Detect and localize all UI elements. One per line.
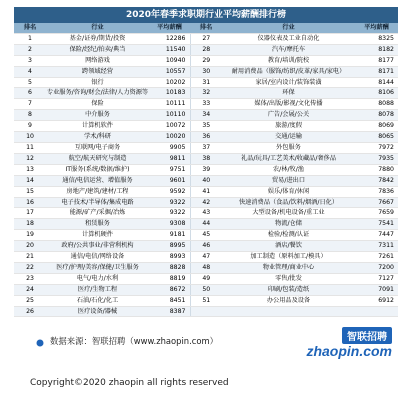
- rank-cell: [190, 306, 222, 317]
- salary-cell: 7836: [355, 186, 398, 197]
- table-row: [14, 219, 398, 230]
- rank-cell: 29: [190, 55, 222, 66]
- rank-cell: 49: [190, 273, 222, 284]
- rank-cell: 19: [14, 230, 46, 241]
- ranking-table: [14, 23, 398, 317]
- industry-cell: 交通/运输: [222, 132, 355, 143]
- rank-cell: 50: [190, 284, 222, 295]
- table-row: [14, 132, 398, 143]
- industry-cell: IT服务(系统/数据/维护): [46, 164, 149, 175]
- rank-cell: 12: [14, 153, 46, 164]
- salary-cell: 7880: [355, 164, 398, 175]
- industry-cell: 航空/航天研究与制造: [46, 153, 149, 164]
- industry-cell: 学术/科研: [46, 132, 149, 143]
- salary-cell: 8819: [149, 273, 190, 284]
- industry-cell: 加工制造（原料加工/模具）: [222, 252, 355, 263]
- salary-cell: 8182: [355, 44, 398, 55]
- salary-cell: 7935: [355, 153, 398, 164]
- salary-cell: 9308: [149, 219, 190, 230]
- industry-cell: 零售/批发: [222, 273, 355, 284]
- table-row: [14, 208, 398, 219]
- source-bar: [14, 325, 398, 369]
- table-row: [14, 44, 398, 55]
- industry-cell: 政府/公共事业/非营利机构: [46, 241, 149, 252]
- header-rank-left: 排名: [14, 23, 46, 33]
- header-salary-right: 平均薪酬: [355, 23, 398, 33]
- table-row: [14, 88, 398, 99]
- industry-cell: 物流/仓储: [222, 219, 355, 230]
- salary-cell: 9601: [149, 175, 190, 186]
- table-row: [14, 121, 398, 132]
- salary-cell: 7659: [355, 208, 398, 219]
- rank-cell: 32: [190, 88, 222, 99]
- salary-cell: 7127: [355, 273, 398, 284]
- industry-cell: 通信/电信/网络设备: [46, 252, 149, 263]
- industry-cell: 印刷/包装/造纸: [222, 284, 355, 295]
- salary-cell: 11540: [149, 44, 190, 55]
- salary-cell: 9322: [149, 197, 190, 208]
- rank-cell: 46: [190, 241, 222, 252]
- industry-cell: 基金/证券/期货/投资: [46, 33, 149, 44]
- salary-cell: 10110: [149, 110, 190, 121]
- industry-cell: 互联网/电子商务: [46, 142, 149, 153]
- salary-cell: 7972: [355, 142, 398, 153]
- industry-cell: 检验/检测/认证: [222, 230, 355, 241]
- industry-cell: 电气/电力/水利: [46, 273, 149, 284]
- rank-cell: 45: [190, 230, 222, 241]
- industry-cell: 环保: [222, 88, 355, 99]
- salary-cell: 8672: [149, 284, 190, 295]
- salary-cell: [355, 306, 398, 317]
- industry-cell: 专业服务/咨询/财会/法律/人力资源等: [46, 88, 149, 99]
- industry-cell: 娱乐/体育/休闲: [222, 186, 355, 197]
- rank-cell: 8: [14, 110, 46, 121]
- rank-cell: 14: [14, 175, 46, 186]
- industry-cell: 医疗设备/器械: [46, 306, 149, 317]
- salary-ranking-card: [14, 7, 398, 371]
- rank-cell: 42: [190, 197, 222, 208]
- rank-cell: 1: [14, 33, 46, 44]
- salary-cell: 8065: [355, 132, 398, 143]
- table-row: [14, 142, 398, 153]
- salary-cell: 8451: [149, 295, 190, 306]
- salary-cell: 8171: [355, 66, 398, 77]
- industry-cell: 物业管理/商业中心: [222, 262, 355, 273]
- table-row: [14, 175, 398, 186]
- rank-cell: 22: [14, 262, 46, 273]
- table-row: [14, 252, 398, 263]
- industry-cell: 保险/经纪/拍卖/典当: [46, 44, 149, 55]
- rank-cell: 31: [190, 77, 222, 88]
- rank-cell: 20: [14, 241, 46, 252]
- salary-cell: 10940: [149, 55, 190, 66]
- rank-cell: 17: [14, 208, 46, 219]
- salary-cell: 8993: [149, 252, 190, 263]
- rank-cell: 11: [14, 142, 46, 153]
- salary-cell: 9322: [149, 208, 190, 219]
- table-row: [14, 197, 398, 208]
- rank-cell: 43: [190, 208, 222, 219]
- salary-cell: 10072: [149, 121, 190, 132]
- industry-cell: 保险: [46, 99, 149, 110]
- rank-cell: 34: [190, 110, 222, 121]
- salary-cell: 7311: [355, 241, 398, 252]
- rank-cell: 10: [14, 132, 46, 143]
- rank-cell: 36: [190, 132, 222, 143]
- salary-cell: 9905: [149, 142, 190, 153]
- industry-cell: 跨领域经营: [46, 66, 149, 77]
- salary-cell: 8325: [355, 33, 398, 44]
- industry-cell: 仪器仪表及工业自动化: [222, 33, 355, 44]
- industry-cell: 办公用品及设备: [222, 295, 355, 306]
- rank-cell: 9: [14, 121, 46, 132]
- industry-cell: 计算机软件: [46, 121, 149, 132]
- industry-cell: 贸易/进出口: [222, 175, 355, 186]
- logo-chinese: 智联招聘: [342, 327, 392, 344]
- logo-english: zhaopin.com: [306, 343, 392, 359]
- rank-cell: 27: [190, 33, 222, 44]
- rank-cell: 30: [190, 66, 222, 77]
- salary-cell: 9751: [149, 164, 190, 175]
- salary-cell: 9592: [149, 186, 190, 197]
- salary-cell: 8078: [355, 110, 398, 121]
- industry-cell: 电子技术/半导体/集成电路: [46, 197, 149, 208]
- industry-cell: 通信/电信运营、增值服务: [46, 175, 149, 186]
- rank-cell: 39: [190, 164, 222, 175]
- rank-cell: 2: [14, 44, 46, 55]
- rank-cell: 47: [190, 252, 222, 263]
- table-body: [14, 33, 398, 317]
- salary-cell: 12286: [149, 33, 190, 44]
- industry-cell: 礼品/玩具/工艺美术/收藏品/奢侈品: [222, 153, 355, 164]
- table-row: [14, 295, 398, 306]
- salary-cell: 7261: [355, 252, 398, 263]
- rank-cell: 26: [14, 306, 46, 317]
- industry-cell: [222, 306, 355, 317]
- table-row: [14, 186, 398, 197]
- table-row: [14, 306, 398, 317]
- table-row: [14, 241, 398, 252]
- salary-cell: 9811: [149, 153, 190, 164]
- table-row: [14, 55, 398, 66]
- rank-cell: 21: [14, 252, 46, 263]
- rank-cell: 41: [190, 186, 222, 197]
- industry-cell: 租赁服务: [46, 219, 149, 230]
- industry-cell: 房地产/建筑/建材/工程: [46, 186, 149, 197]
- rank-cell: 3: [14, 55, 46, 66]
- rank-cell: 24: [14, 284, 46, 295]
- industry-cell: 农/林/牧/渔: [222, 164, 355, 175]
- table-row: [14, 110, 398, 121]
- header-industry-right: 行业: [222, 23, 355, 33]
- salary-cell: 8069: [355, 121, 398, 132]
- salary-cell: 10557: [149, 66, 190, 77]
- bullet-icon: [36, 339, 44, 347]
- industry-cell: 计算机硬件: [46, 230, 149, 241]
- rank-cell: 51: [190, 295, 222, 306]
- industry-cell: 银行: [46, 77, 149, 88]
- rank-cell: 44: [190, 219, 222, 230]
- salary-cell: 10020: [149, 132, 190, 143]
- copyright-text: Copyright©2020 zhaopin all rights reserved: [30, 378, 229, 388]
- header-rank-right: 排名: [190, 23, 222, 33]
- rank-cell: 28: [190, 44, 222, 55]
- salary-cell: 8144: [355, 77, 398, 88]
- industry-cell: 网络游戏: [46, 55, 149, 66]
- rank-cell: 38: [190, 153, 222, 164]
- salary-cell: 8177: [355, 55, 398, 66]
- salary-cell: 10202: [149, 77, 190, 88]
- salary-cell: 8995: [149, 241, 190, 252]
- industry-cell: 快速消费品（食品/饮料/烟酒/日化）: [222, 197, 355, 208]
- industry-cell: 能源/矿产/采掘/冶炼: [46, 208, 149, 219]
- zhaopin-logo: [308, 327, 392, 365]
- rank-cell: 15: [14, 186, 46, 197]
- table-row: [14, 99, 398, 110]
- table-row: [14, 77, 398, 88]
- table-row: [14, 33, 398, 44]
- salary-cell: 10111: [149, 99, 190, 110]
- table-row: [14, 262, 398, 273]
- industry-cell: 教育/培训/院校: [222, 55, 355, 66]
- rank-cell: 13: [14, 164, 46, 175]
- salary-cell: 7091: [355, 284, 398, 295]
- rank-cell: 23: [14, 273, 46, 284]
- industry-cell: 广告/会展/公关: [222, 110, 355, 121]
- industry-cell: 医疗/生物工程: [46, 284, 149, 295]
- table-row: [14, 284, 398, 295]
- rank-cell: 37: [190, 142, 222, 153]
- table-row: [14, 230, 398, 241]
- salary-cell: 7541: [355, 219, 398, 230]
- salary-cell: 8088: [355, 99, 398, 110]
- table-row: [14, 273, 398, 284]
- rank-cell: 5: [14, 77, 46, 88]
- salary-cell: 10183: [149, 88, 190, 99]
- salary-cell: 8828: [149, 262, 190, 273]
- header-salary-left: 平均薪酬: [149, 23, 190, 33]
- salary-cell: 8387: [149, 306, 190, 317]
- table-title: 2020年春季求职期行业平均薪酬排行榜: [14, 7, 398, 23]
- rank-cell: 16: [14, 197, 46, 208]
- industry-cell: 医疗/护理/美容/保健/卫生服务: [46, 262, 149, 273]
- rank-cell: 33: [190, 99, 222, 110]
- source-text: 数据来源：智联招聘（www.zhaopin.com）: [50, 336, 219, 346]
- industry-cell: 大型设备/机电设备/重工业: [222, 208, 355, 219]
- rank-cell: 25: [14, 295, 46, 306]
- industry-cell: 家居/室内设计/装饰装潢: [222, 77, 355, 88]
- rank-cell: 48: [190, 262, 222, 273]
- industry-cell: 汽车/摩托车: [222, 44, 355, 55]
- salary-cell: 7842: [355, 175, 398, 186]
- industry-cell: 耐用消费品（服饰/纺织/皮革/家具/家电）: [222, 66, 355, 77]
- table-row: [14, 164, 398, 175]
- rank-cell: 4: [14, 66, 46, 77]
- rank-cell: 35: [190, 121, 222, 132]
- salary-cell: 6912: [355, 295, 398, 306]
- rank-cell: 18: [14, 219, 46, 230]
- rank-cell: 7: [14, 99, 46, 110]
- industry-cell: 酒店/餐饮: [222, 241, 355, 252]
- industry-cell: 中介服务: [46, 110, 149, 121]
- salary-cell: 7200: [355, 262, 398, 273]
- rank-cell: 40: [190, 175, 222, 186]
- salary-cell: 9181: [149, 230, 190, 241]
- table-row: [14, 153, 398, 164]
- salary-cell: 7667: [355, 197, 398, 208]
- header-row: [14, 23, 398, 33]
- header-industry-left: 行业: [46, 23, 149, 33]
- industry-cell: 石油/石化/化工: [46, 295, 149, 306]
- industry-cell: 媒体/出版/影视/文化传播: [222, 99, 355, 110]
- rank-cell: 6: [14, 88, 46, 99]
- salary-cell: 7447: [355, 230, 398, 241]
- industry-cell: 外包服务: [222, 142, 355, 153]
- industry-cell: 旅游/度假: [222, 121, 355, 132]
- salary-cell: 8106: [355, 88, 398, 99]
- table-row: [14, 66, 398, 77]
